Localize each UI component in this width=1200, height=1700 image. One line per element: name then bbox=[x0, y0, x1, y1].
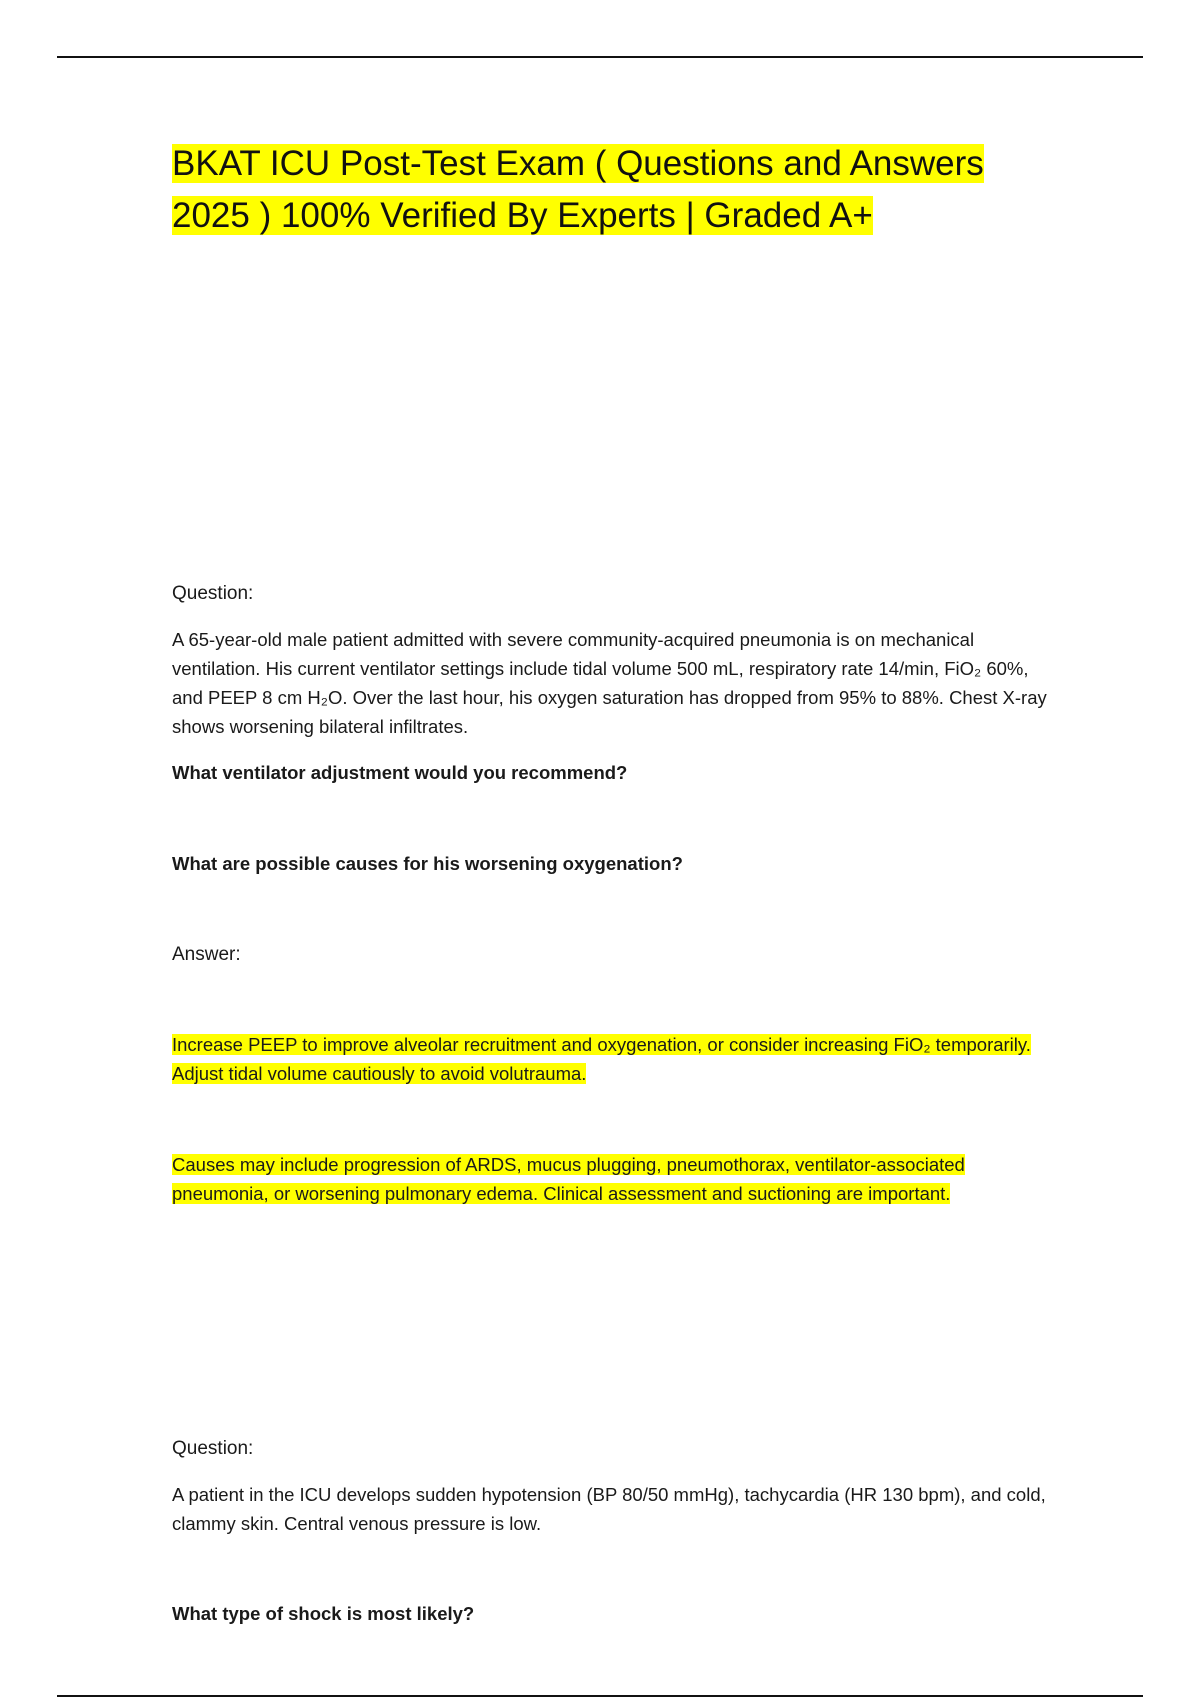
bottom-rule bbox=[57, 1695, 1143, 1697]
answer-label: Answer: bbox=[172, 944, 241, 965]
answer-text bbox=[172, 1150, 1052, 1208]
question-scenario: A patient in the ICU develops sudden hypotension (BP 80/50 mmHg), tachycardia (HR 130 bpm), and cold, clammy skin. Central venous pressure is low. bbox=[172, 1484, 1046, 1534]
answer-text bbox=[172, 1030, 1052, 1088]
answer-highlight: Causes may include progression of ARDS, mucus plugging, pneumothorax, ventilator-associated pneumonia, or worsening pulmonary edema. Clinical assessment and suctioning are important. bbox=[172, 1154, 965, 1204]
document-title bbox=[172, 138, 1052, 242]
title-highlight: BKAT ICU Post-Test Exam ( Questions and Answers 2025 ) 100% Verified By Experts | Graded A+ bbox=[172, 144, 984, 235]
question-label: Question: bbox=[172, 1438, 254, 1459]
top-rule bbox=[57, 56, 1143, 58]
question-scenario: A 65-year-old male patient admitted with severe community-acquired pneumonia is on mechanical ventilation. His current ventilator settings include tidal volume 500 mL, respiratory rate 14/min, FiO₂ 60%, and PEEP 8 cm H₂O. Over the last hour, his oxygen saturation has dropped from 95% to 88%. Chest X-ray shows worsening bilateral infiltrates. bbox=[172, 629, 1047, 737]
question-prompt: What type of shock is most likely? bbox=[172, 1603, 475, 1624]
question-prompt: What are possible causes for his worsening oxygenation? bbox=[172, 853, 683, 874]
question-prompt: What ventilator adjustment would you recommend? bbox=[172, 762, 628, 783]
question-label: Question: bbox=[172, 583, 254, 604]
answer-highlight: Increase PEEP to improve alveolar recruitment and oxygenation, or consider increasing FiO₂ temporarily. Adjust tidal volume cautiously to avoid volutrauma. bbox=[172, 1034, 1031, 1084]
